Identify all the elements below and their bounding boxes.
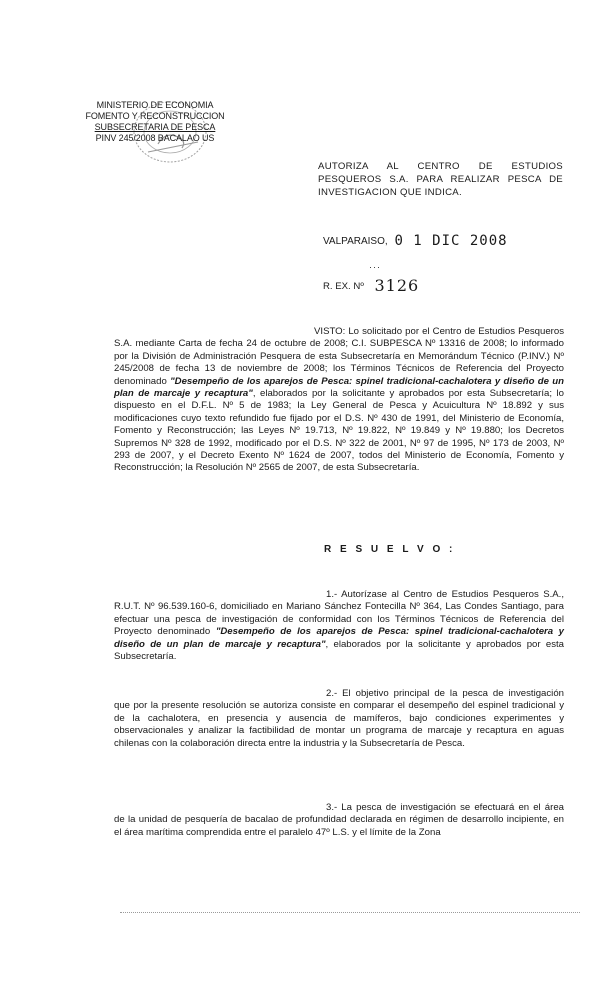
- resolution-number: [323, 262, 420, 295]
- letterhead-reference: PINV 245/2008 BACALAO US: [95, 133, 215, 143]
- visto-project-title: "Desempeño de los aparejos de Pesca: spinel tradicional-cachalotera y diseño de un plan de marcaje y recaptura": [114, 375, 564, 400]
- resolution-point-2: 2.- El objetivo principal de la pesca de investigación que por la presente resolución se autoriza consiste en comparar el desempeño del espinel tradicional y de la cachalotera, en presencia y ausencia de mamíferos, bajo condiciones experimentes y observacionales y analizar la factibilidad de montar un programa de marcaje y recaptura en aguas chilenas con la colaboración directa entre la industria y la Subsecretaría de Pesca.: [114, 688, 564, 749]
- resolution-point-3: 3.- La pesca de investigación se efectuará en el área de la unidad de pesquería de bacalao de profundidad declarada en régimen de desarrollo incipiente, en el área marítima comprendida entre el paralelo 47º L.S. y el límite de la Zona: [114, 802, 564, 838]
- letterhead: [70, 100, 240, 144]
- date-stamp: 0 1 DIC 2008: [394, 233, 508, 249]
- point-1-text-2: , elaborados por la solicitante y aprobados por esta Subsecretaría.: [114, 638, 564, 663]
- point-1-text-1: 1.- Autorízase al Centro de Estudios Pesqueros S.A., R.U.T. Nº 96.539.160-6, domiciliado en Mariano Sánchez Fontecilla Nº 364, Las Condes Santiago, para efectuar una pesca de investigación de conformidad con los Términos Técnicos de Referencia del Proyecto denominado: [114, 589, 564, 638]
- stamp-dots: ···: [369, 262, 381, 272]
- rex-label: R. EX. Nº: [323, 281, 364, 292]
- resolution-point-1: [114, 589, 564, 663]
- page-bottom-scan-marks: [120, 912, 580, 919]
- place-label: VALPARAISO,: [323, 236, 388, 247]
- place-and-date: [323, 233, 508, 249]
- document-subject: AUTORIZA AL CENTRO DE ESTUDIOS PESQUEROS S.A. PARA REALIZAR PESCA DE INVESTIGACION QUE INDICA.: [318, 161, 563, 198]
- letterhead-ministry: MINISTERIO DE ECONOMIA: [96, 100, 214, 110]
- visto-text-1: VISTO: Lo solicitado por el Centro de Estudios Pesqueros S.A. mediante Carta de fecha 24 de octubre de 2008; C.I. SUBPESCA Nº 13316 de 2008; lo informado por la División de Administración Pesquera de esta Subsecretaría en Memorándum Técnico (P.INV.) Nº 245/2008 de fecha 13 de noviembre de 2008; los Términos Técnicos de Referencia del Proyecto denominado: [114, 326, 564, 387]
- letterhead-subsecretary: SUBSECRETARIA DE PESCA: [94, 122, 216, 132]
- visto-paragraph: [114, 326, 564, 475]
- rex-number: 3126: [374, 276, 420, 295]
- letterhead-department: FOMENTO Y RECONSTRUCCION: [85, 111, 225, 121]
- point-1-project-title: "Desempeño de los aparejos de Pesca: spinel tradicional-cachalotera y diseño de un plan de marcaje y recaptura": [114, 626, 565, 650]
- resuelvo-heading: R E S U E L V O :: [324, 544, 456, 555]
- visto-text-2: , elaborados por la solicitante y aprobados por esta Subsecretaría; lo dispuesto en el D.F.L. Nº 5 de 1983; la Ley General de Pesca y Acuicultura Nº 18.892 y sus modificaciones cuyo texto refundido fue fijado por el D.S. Nº 430 de 1991, del Ministerio de Economía, Fomento y Reconstrucción; las Leyes Nº 19.713, Nº 19.822, Nº 19.849 y Nº 19.880; los Decretos Supremos Nº 328 de 1992, modificado por el D.S. Nº 322 de 2001, Nº 97 de 1995, Nº 173 de 2003, Nº 293 de 2007, y el Decreto Exento Nº 1624 de 2007, todos del Ministerio de Economía, Fomento y Reconstrucción; la Resolución Nº 2565 de 2007, de esta Subsecretaría.: [114, 388, 564, 474]
